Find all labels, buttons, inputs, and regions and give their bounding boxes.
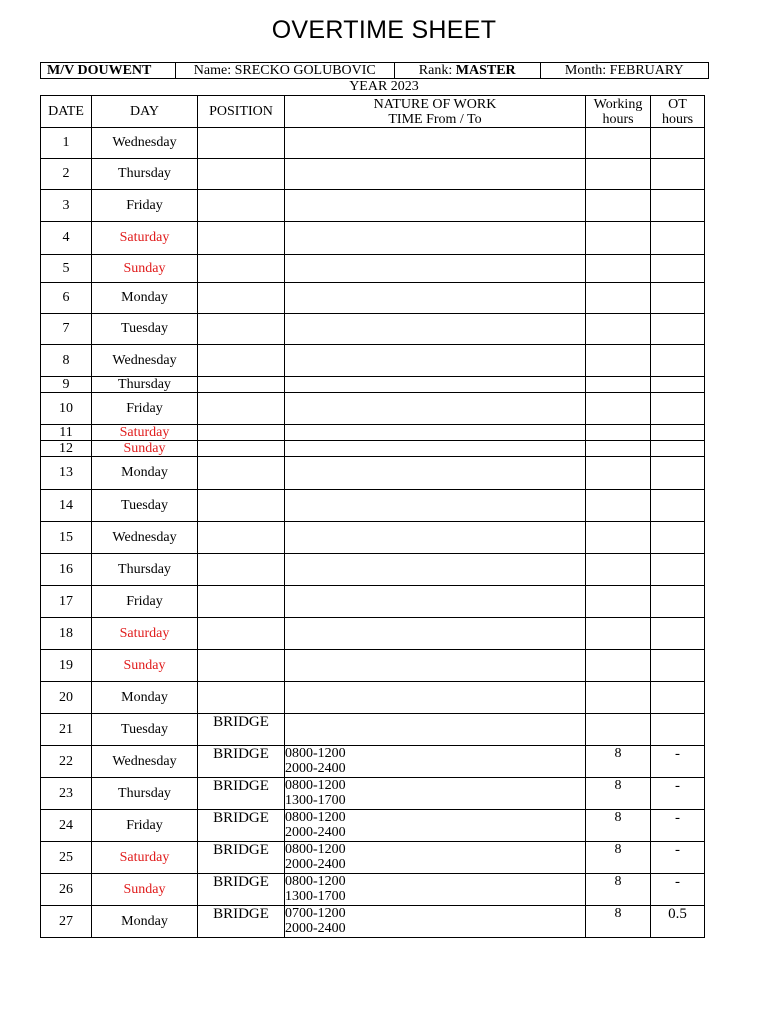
- day-cell: Saturday: [92, 222, 198, 255]
- position-cell: [198, 222, 285, 255]
- nature-of-work-cell: [285, 522, 586, 554]
- table-row: [41, 283, 705, 314]
- header-working-line2: hours: [602, 111, 634, 127]
- table-row: [41, 746, 705, 778]
- date-cell: 11: [41, 425, 92, 441]
- table-row: [41, 490, 705, 522]
- position-cell: [198, 522, 285, 554]
- month-value: FEBRUARY: [609, 63, 684, 78]
- work-time-line2: 2000-2400: [285, 825, 346, 840]
- date-cell: 1: [41, 128, 92, 159]
- working-hours-cell: [586, 682, 651, 714]
- position-cell: [198, 490, 285, 522]
- nature-of-work-cell: [285, 714, 586, 746]
- ot-hours-cell: [651, 377, 705, 393]
- day-cell: Friday: [92, 393, 198, 425]
- date-cell: 8: [41, 345, 92, 377]
- rank-value: MASTER: [455, 63, 516, 78]
- header-nature-line1: NATURE OF WORK: [373, 96, 497, 112]
- day-cell: Friday: [92, 190, 198, 222]
- ot-hours-cell: [651, 490, 705, 522]
- ot-hours-cell: [651, 618, 705, 650]
- nature-of-work-cell: [285, 554, 586, 586]
- day-cell: Saturday: [92, 425, 198, 441]
- table-row: [41, 190, 705, 222]
- ot-hours-cell: [651, 393, 705, 425]
- ot-hours-cell: [651, 283, 705, 314]
- working-hours-cell: [586, 222, 651, 255]
- position-cell: BRIDGE: [198, 778, 285, 810]
- nature-of-work-cell: [285, 128, 586, 159]
- nature-of-work-cell: [285, 314, 586, 345]
- ot-hours-cell: [651, 255, 705, 283]
- day-cell: Thursday: [92, 159, 198, 190]
- table-row: [41, 425, 705, 441]
- working-hours-cell: [586, 441, 651, 457]
- nature-of-work-cell: [285, 255, 586, 283]
- ot-hours-cell: [651, 159, 705, 190]
- ot-hours-cell: [651, 425, 705, 441]
- ot-hours-cell: -: [651, 746, 705, 778]
- nature-of-work-cell: [285, 345, 586, 377]
- ot-hours-cell: -: [651, 778, 705, 810]
- header-info-bar: [40, 62, 709, 79]
- ot-hours-cell: [651, 441, 705, 457]
- table-row: [41, 393, 705, 425]
- nature-of-work-cell: [285, 393, 586, 425]
- table-row: [41, 810, 705, 842]
- working-hours-cell: [586, 128, 651, 159]
- date-cell: 19: [41, 650, 92, 682]
- work-time-line2: 2000-2400: [285, 857, 346, 872]
- position-cell: [198, 255, 285, 283]
- ot-hours-cell: [651, 714, 705, 746]
- date-cell: 7: [41, 314, 92, 345]
- working-hours-cell: 8: [586, 778, 651, 810]
- date-cell: 26: [41, 874, 92, 906]
- day-cell: Saturday: [92, 618, 198, 650]
- table-row: [41, 159, 705, 190]
- date-cell: 18: [41, 618, 92, 650]
- table-row: [41, 377, 705, 393]
- ot-hours-cell: [651, 522, 705, 554]
- table-row: [41, 314, 705, 345]
- day-cell: Wednesday: [92, 746, 198, 778]
- position-cell: BRIDGE: [198, 906, 285, 938]
- work-time-line1: 0800-1200: [285, 874, 346, 889]
- day-cell: Tuesday: [92, 714, 198, 746]
- working-hours-cell: 8: [586, 906, 651, 938]
- header-date: DATE: [41, 96, 92, 128]
- working-hours-cell: [586, 714, 651, 746]
- working-hours-cell: [586, 314, 651, 345]
- date-cell: 5: [41, 255, 92, 283]
- date-cell: 9: [41, 377, 92, 393]
- month-cell: [541, 63, 708, 78]
- nature-of-work-cell: [285, 377, 586, 393]
- crew-name: SRECKO GOLUBOVIC: [234, 63, 376, 78]
- rank-label: Rank:: [418, 63, 453, 78]
- work-time-line2: 2000-2400: [285, 921, 346, 936]
- nature-of-work-cell: [285, 441, 586, 457]
- date-cell: 23: [41, 778, 92, 810]
- header-ot-line1: OT: [668, 96, 687, 112]
- date-cell: 16: [41, 554, 92, 586]
- work-time-line1: 0800-1200: [285, 778, 346, 793]
- overtime-table: [40, 95, 705, 938]
- position-cell: BRIDGE: [198, 842, 285, 874]
- nature-of-work-cell: [285, 810, 586, 842]
- day-cell: Tuesday: [92, 490, 198, 522]
- header-nature-line2: TIME From / To: [388, 111, 482, 127]
- day-cell: Monday: [92, 457, 198, 490]
- day-cell: Thursday: [92, 377, 198, 393]
- working-hours-cell: 8: [586, 810, 651, 842]
- working-hours-cell: [586, 159, 651, 190]
- work-time-line1: 0800-1200: [285, 842, 346, 857]
- table-row: [41, 255, 705, 283]
- position-cell: [198, 441, 285, 457]
- nature-of-work-cell: [285, 778, 586, 810]
- nature-of-work-cell: [285, 682, 586, 714]
- working-hours-cell: [586, 554, 651, 586]
- position-cell: [198, 314, 285, 345]
- date-cell: 25: [41, 842, 92, 874]
- date-cell: 13: [41, 457, 92, 490]
- work-time-line2: 1300-1700: [285, 889, 346, 904]
- position-cell: [198, 457, 285, 490]
- nature-of-work-cell: [285, 490, 586, 522]
- day-cell: Sunday: [92, 255, 198, 283]
- ot-hours-cell: [651, 190, 705, 222]
- table-row: [41, 554, 705, 586]
- day-cell: Thursday: [92, 778, 198, 810]
- header-day: DAY: [92, 96, 198, 128]
- header-working-hours: [586, 96, 651, 128]
- position-cell: BRIDGE: [198, 874, 285, 906]
- sheet-title: OVERTIME SHEET: [271, 16, 497, 44]
- date-cell: 15: [41, 522, 92, 554]
- date-cell: 3: [41, 190, 92, 222]
- position-cell: [198, 618, 285, 650]
- position-cell: [198, 345, 285, 377]
- day-cell: Friday: [92, 810, 198, 842]
- date-cell: 6: [41, 283, 92, 314]
- nature-of-work-cell: [285, 457, 586, 490]
- table-row: [41, 906, 705, 938]
- working-hours-cell: [586, 190, 651, 222]
- work-time-line1: 0700-1200: [285, 906, 346, 921]
- working-hours-cell: [586, 345, 651, 377]
- ot-hours-cell: [651, 682, 705, 714]
- working-hours-cell: [586, 490, 651, 522]
- nature-of-work-cell: [285, 190, 586, 222]
- date-cell: 22: [41, 746, 92, 778]
- nature-of-work-cell: [285, 650, 586, 682]
- header-ot-hours: [651, 96, 705, 128]
- date-cell: 10: [41, 393, 92, 425]
- position-cell: [198, 554, 285, 586]
- day-cell: Friday: [92, 586, 198, 618]
- day-cell: Monday: [92, 682, 198, 714]
- day-cell: Wednesday: [92, 128, 198, 159]
- table-row: [41, 345, 705, 377]
- position-cell: [198, 650, 285, 682]
- ot-hours-cell: [651, 345, 705, 377]
- day-cell: Monday: [92, 283, 198, 314]
- position-cell: [198, 159, 285, 190]
- position-cell: BRIDGE: [198, 746, 285, 778]
- working-hours-cell: 8: [586, 746, 651, 778]
- position-cell: BRIDGE: [198, 810, 285, 842]
- ot-hours-cell: -: [651, 810, 705, 842]
- header-position: POSITION: [198, 96, 285, 128]
- nature-of-work-cell: [285, 618, 586, 650]
- work-time-line1: 0800-1200: [285, 810, 346, 825]
- date-cell: 21: [41, 714, 92, 746]
- nature-of-work-cell: [285, 425, 586, 441]
- ot-hours-cell: [651, 554, 705, 586]
- table-row: [41, 522, 705, 554]
- day-cell: Sunday: [92, 650, 198, 682]
- table-row: [41, 874, 705, 906]
- position-cell: [198, 128, 285, 159]
- position-cell: [198, 393, 285, 425]
- work-time-line2: 1300-1700: [285, 793, 346, 808]
- ot-hours-cell: [651, 457, 705, 490]
- day-cell: Wednesday: [92, 522, 198, 554]
- table-row: [41, 650, 705, 682]
- table-row: [41, 618, 705, 650]
- table-row: [41, 441, 705, 457]
- table-row: [41, 222, 705, 255]
- nature-of-work-cell: [285, 283, 586, 314]
- ot-hours-cell: 0.5: [651, 906, 705, 938]
- working-hours-cell: [586, 522, 651, 554]
- ot-hours-cell: -: [651, 874, 705, 906]
- day-cell: Thursday: [92, 554, 198, 586]
- day-cell: Sunday: [92, 874, 198, 906]
- working-hours-cell: [586, 377, 651, 393]
- ot-hours-cell: [651, 650, 705, 682]
- working-hours-cell: 8: [586, 842, 651, 874]
- working-hours-cell: [586, 457, 651, 490]
- date-cell: 14: [41, 490, 92, 522]
- vessel-name: M/V DOUWENT: [41, 63, 176, 78]
- date-cell: 24: [41, 810, 92, 842]
- position-cell: [198, 190, 285, 222]
- working-hours-cell: [586, 586, 651, 618]
- table-row: [41, 586, 705, 618]
- month-label: Month:: [564, 63, 607, 78]
- working-hours-cell: 8: [586, 874, 651, 906]
- nature-of-work-cell: [285, 906, 586, 938]
- table-row: [41, 842, 705, 874]
- crew-name-cell: [176, 63, 395, 78]
- table-row: [41, 682, 705, 714]
- date-cell: 20: [41, 682, 92, 714]
- position-cell: [198, 283, 285, 314]
- position-cell: BRIDGE: [198, 714, 285, 746]
- work-time-line2: 2000-2400: [285, 761, 346, 776]
- work-time-line1: 0800-1200: [285, 746, 346, 761]
- position-cell: [198, 425, 285, 441]
- name-label: Name:: [193, 63, 232, 78]
- date-cell: 4: [41, 222, 92, 255]
- day-cell: Tuesday: [92, 314, 198, 345]
- working-hours-cell: [586, 650, 651, 682]
- ot-hours-cell: [651, 314, 705, 345]
- ot-hours-cell: [651, 128, 705, 159]
- working-hours-cell: [586, 255, 651, 283]
- position-cell: [198, 377, 285, 393]
- ot-hours-cell: -: [651, 842, 705, 874]
- nature-of-work-cell: [285, 842, 586, 874]
- nature-of-work-cell: [285, 159, 586, 190]
- working-hours-cell: [586, 393, 651, 425]
- header-ot-line2: hours: [661, 111, 694, 127]
- date-cell: 17: [41, 586, 92, 618]
- table-row: [41, 778, 705, 810]
- day-cell: Wednesday: [92, 345, 198, 377]
- day-cell: Saturday: [92, 842, 198, 874]
- ot-hours-cell: [651, 586, 705, 618]
- table-header-row: [41, 96, 705, 128]
- working-hours-cell: [586, 425, 651, 441]
- nature-of-work-cell: [285, 222, 586, 255]
- table-row: [41, 457, 705, 490]
- working-hours-cell: [586, 618, 651, 650]
- nature-of-work-cell: [285, 586, 586, 618]
- header-working-line1: Working: [593, 96, 643, 112]
- rank-cell: [395, 63, 541, 78]
- date-cell: 27: [41, 906, 92, 938]
- nature-of-work-cell: [285, 874, 586, 906]
- position-cell: [198, 682, 285, 714]
- ot-hours-cell: [651, 222, 705, 255]
- position-cell: [198, 586, 285, 618]
- date-cell: 2: [41, 159, 92, 190]
- table-row: [41, 714, 705, 746]
- working-hours-cell: [586, 283, 651, 314]
- day-cell: Monday: [92, 906, 198, 938]
- header-nature-of-work: [285, 96, 586, 128]
- date-cell: 12: [41, 441, 92, 457]
- table-row: [41, 128, 705, 159]
- nature-of-work-cell: [285, 746, 586, 778]
- year-label: YEAR 2023: [349, 79, 419, 94]
- day-cell: Sunday: [92, 441, 198, 457]
